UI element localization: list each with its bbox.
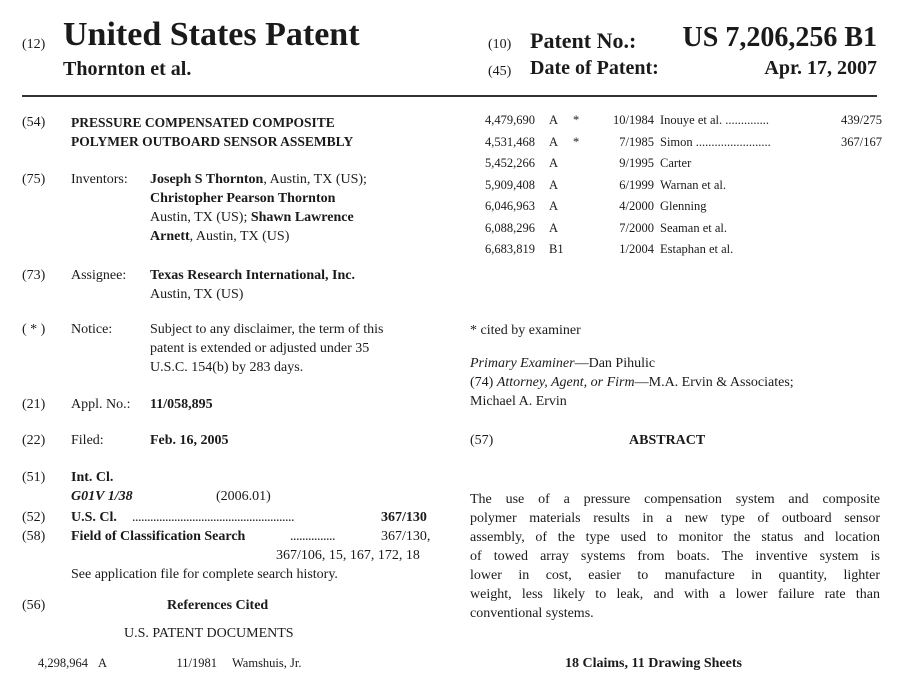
ref-kind: A [98, 656, 108, 670]
filed-code: (22) [22, 433, 46, 448]
field-value-line1: 367/130, [381, 529, 431, 544]
reference-row [470, 199, 882, 217]
attorney-line2: Michael A. Ervin [470, 394, 567, 409]
ref-date: 7/1985 [619, 134, 654, 149]
date-of-patent-label: Date of Patent: [530, 57, 659, 79]
ref-date: 6/1999 [619, 177, 654, 192]
date-of-patent: Apr. 17, 2007 [764, 57, 877, 79]
filed-date: Feb. 16, 2005 [150, 433, 229, 448]
ref-name: Warnan et al. [660, 177, 726, 192]
ref-class: 367/167 [841, 134, 882, 149]
header-code-10: (10) [488, 37, 512, 52]
ref-class: 439/275 [841, 113, 882, 127]
inventor-2-location: Austin, TX (US); [150, 210, 248, 225]
invention-title-line2: POLYMER OUTBOARD SENSOR ASSEMBLY [71, 134, 354, 149]
ref-kind: A [549, 156, 559, 170]
inventor-1-name: Joseph S Thornton [150, 172, 264, 187]
examiner-name: —Dan Pihulic [574, 356, 656, 371]
abstract-title: ABSTRACT [629, 433, 706, 448]
inventor-3-name-b: Arnett [150, 229, 190, 244]
ref-number: 6,088,296 [485, 220, 535, 235]
assignee-label: Assignee: [71, 268, 127, 283]
ref-date: 11/1981 [176, 656, 217, 670]
intcl-year: (2006.01) [216, 489, 271, 504]
ref-name: Estaphan et al. [660, 242, 734, 256]
ref-name: Glenning [660, 199, 707, 213]
ref-number: 6,046,963 [485, 199, 535, 213]
ref-kind: A [549, 177, 559, 192]
ref-date: 9/1995 [619, 156, 654, 170]
notice-line1: Subject to any disclaimer, the term of this [150, 322, 384, 337]
abstract-line: The use of a pressure compensation system and composite [470, 492, 880, 507]
header-code-45: (45) [488, 64, 512, 79]
intcl-code: (51) [22, 470, 46, 485]
inventor-1-location: , Austin, TX (US); [263, 172, 367, 187]
attorney-code: (74) [470, 375, 494, 390]
ref-number: 6,683,819 [485, 242, 535, 256]
refs-title: References Cited [167, 598, 269, 613]
appl-code: (21) [22, 397, 46, 412]
abstract-code: (57) [470, 433, 494, 448]
reference-row [470, 242, 882, 260]
reference-row [470, 113, 882, 131]
notice-code: ( * ) [22, 322, 46, 337]
inventor-3-name-a: Shawn Lawrence [250, 210, 354, 225]
abstract-body [470, 490, 880, 623]
field-value-line2: 367/106, 15, 167, 172, 18 [276, 548, 420, 563]
abstract-line: of towed array systems from boats. The inventive system is [470, 549, 880, 564]
ref-kind: B1 [549, 242, 564, 256]
ref-number: 4,479,690 [485, 113, 535, 127]
attorney [470, 375, 794, 391]
uscl-label: U.S. Cl. [71, 510, 117, 525]
reference-row [470, 156, 882, 174]
header-rule [22, 95, 877, 97]
title-code: (54) [22, 115, 46, 130]
intcl-label: Int. Cl. [71, 470, 114, 485]
patent-title: United States Patent [63, 16, 360, 53]
ref-star: * [573, 113, 580, 127]
reference-row [470, 221, 882, 239]
ref-date: 7/2000 [619, 220, 654, 235]
intcl-class: G01V 1/38 [71, 489, 133, 504]
appl-label: Appl. No.: [71, 397, 131, 412]
header-code-12: (12) [22, 37, 46, 52]
inventors-code: (75) [22, 172, 46, 187]
assignee-code: (73) [22, 268, 46, 283]
patent-number: US 7,206,256 B1 [682, 22, 877, 53]
assignee-location: Austin, TX (US) [150, 287, 244, 302]
refs-subtitle: U.S. PATENT DOCUMENTS [124, 626, 294, 641]
ref-kind: A [549, 220, 559, 235]
ref-date: 10/1984 [613, 113, 654, 127]
field-code: (58) [22, 529, 46, 544]
uscl-value: 367/130 [381, 510, 427, 525]
ref-name: Carter [660, 156, 692, 170]
ref-number: 4,298,964 [38, 656, 88, 670]
patent-authors: Thornton et al. [63, 58, 192, 80]
ref-kind: A [549, 199, 559, 213]
ref-kind: A [549, 113, 559, 127]
notice-line2: patent is extended or adjusted under 35 [150, 341, 370, 356]
ref-number: 5,909,408 [485, 177, 535, 192]
inventor-1 [150, 172, 367, 188]
appl-number: 11/058,895 [150, 397, 213, 412]
reference-row [470, 135, 882, 153]
cited-by-examiner: * cited by examiner [470, 323, 581, 338]
ref-date: 1/2004 [619, 242, 654, 256]
refs-code: (56) [22, 598, 46, 613]
uscl-dots: ...................................................... [132, 510, 294, 525]
assignee-name: Texas Research International, Inc. [150, 268, 355, 283]
ref-name: Seaman et al. [660, 220, 727, 235]
inventor-2-name: Christopher Pearson Thornton [150, 191, 336, 206]
notice-label: Notice: [71, 322, 113, 337]
ref-number: 5,452,266 [485, 156, 535, 170]
uscl-code: (52) [22, 510, 46, 525]
field-dots: ............... [290, 529, 335, 544]
notice-line3: U.S.C. 154(b) by 283 days. [150, 360, 304, 375]
ref-kind: A [549, 134, 559, 149]
filed-label: Filed: [71, 433, 104, 448]
inventors-label: Inventors: [71, 172, 128, 187]
reference-row [470, 178, 882, 196]
inventor-3-location: , Austin, TX (US) [189, 229, 290, 244]
abstract-line: weight, less likely to leak, and with a lower failure rate than [470, 587, 880, 602]
abstract-line: lower in cost, easier to manufacture in quantity, lighter [470, 568, 880, 583]
examiner-label: Primary Examiner [470, 356, 575, 371]
ref-name: Wamshuis, Jr. [232, 656, 302, 670]
abstract-line: assembly, of the type used to monitor the status and location [470, 530, 880, 545]
abstract-line: conventional systems. [470, 606, 594, 621]
inventor-2-row [150, 210, 354, 226]
claims-summary: 18 Claims, 11 Drawing Sheets [565, 656, 742, 671]
ref-number: 4,531,468 [485, 134, 535, 149]
reference-row [0, 656, 440, 674]
patent-number-label: Patent No.: [530, 28, 637, 53]
abstract-line: polymer materials results in a new type of outboard sensor [470, 511, 880, 526]
primary-examiner [470, 356, 655, 372]
ref-name: Inouye et al. .............. [660, 113, 770, 127]
field-note: See application file for complete search history. [71, 567, 338, 582]
invention-title-line1: PRESSURE COMPENSATED COMPOSITE [71, 115, 335, 130]
inventor-3-row [150, 229, 289, 245]
attorney-label: Attorney, Agent, or Firm [496, 375, 635, 390]
ref-name: Simon ........................ [660, 134, 771, 149]
field-label: Field of Classification Search [71, 529, 246, 544]
ref-star: * [573, 134, 580, 149]
ref-date: 4/2000 [619, 199, 654, 213]
attorney-name: —M.A. Ervin & Associates; [634, 375, 794, 390]
